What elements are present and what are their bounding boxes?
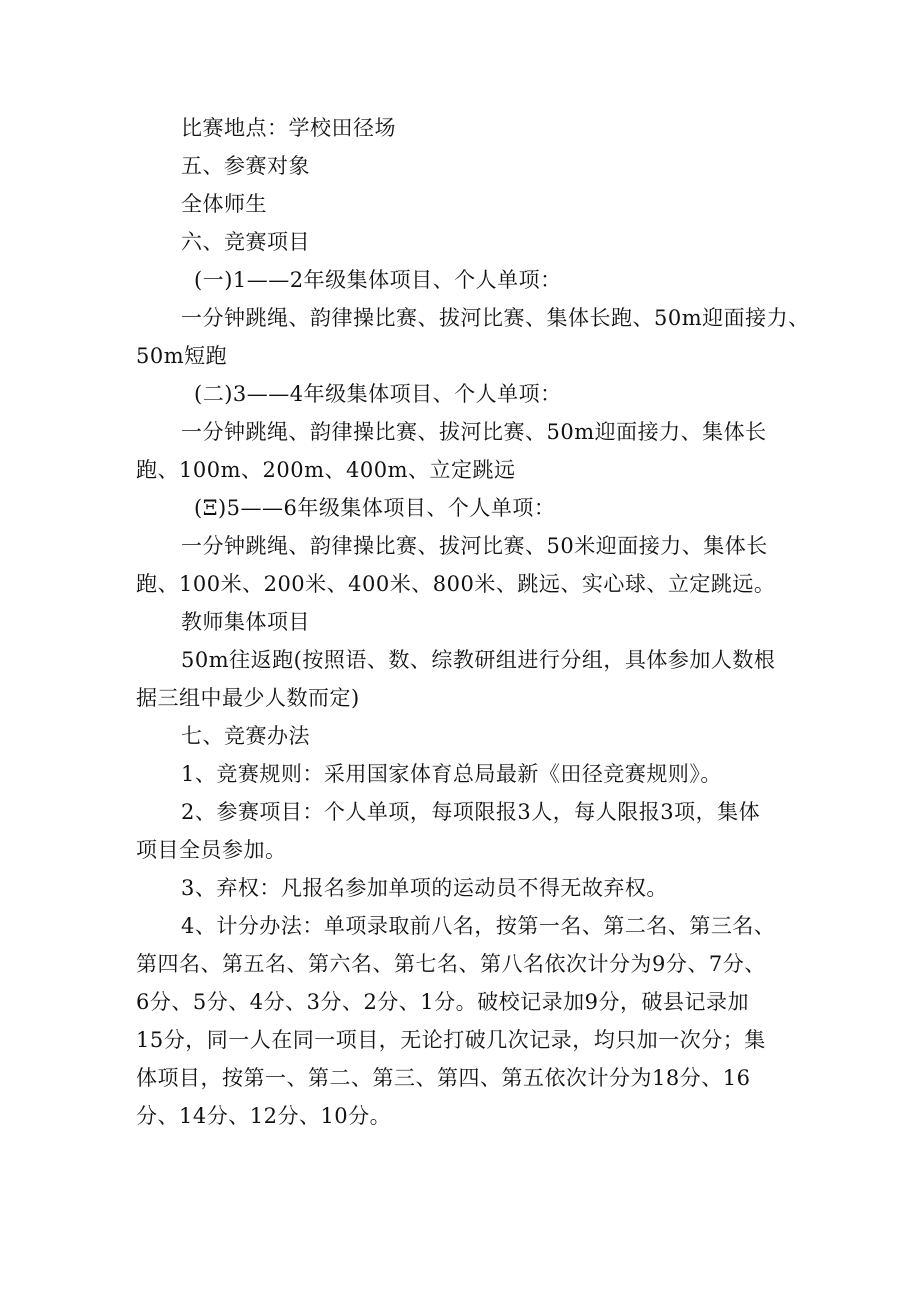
rule-3-line: 3、弃权：凡报名参加单项的运动员不得无故弃权。 (181, 876, 668, 900)
section-heading-events: 六、竞赛项目 (181, 230, 310, 254)
grade-5-6-events-line-2: 跑、100米、200米、400米、800米、跳远、实心球、立定跳远。 (136, 572, 776, 596)
section-heading-methods: 七、竞赛办法 (181, 724, 310, 748)
section-heading-participants: 五、参赛对象 (181, 154, 310, 178)
grade-1-2-events-line-2: 50m短跑 (136, 344, 228, 368)
venue-line: 比赛地点：学校田径场 (181, 116, 396, 140)
rule-2-line-2: 项目全员参加。 (136, 838, 287, 862)
rule-2-line-1: 2、参赛项目：个人单项，每项限报3人，每人限报3项，集体 (181, 800, 761, 824)
subheading-grade-5-6: (Ξ)5——6年级集体项目、个人单项： (194, 496, 556, 520)
teacher-events-line-2: 据三组中最少人数而定) (136, 686, 360, 710)
participants-line: 全体师生 (181, 192, 267, 216)
rule-4-line-6: 分、14分、12分、10分。 (136, 1104, 392, 1128)
grade-3-4-events-line-1: 一分钟跳绳、韵律操比赛、拔河比赛、50m迎面接力、集体长 (181, 420, 767, 444)
subheading-grade-3-4: (二)3——4年级集体项目、个人单项： (194, 382, 562, 406)
rule-4-line-1: 4、计分办法：单项录取前八名，按第一名、第二名、第三名、 (181, 914, 776, 938)
subheading-grade-1-2: (一)1——2年级集体项目、个人单项： (194, 268, 562, 292)
teacher-events-line-1: 50m往返跑(按照语、数、综教研组进行分组，具体参加人数根 (181, 648, 776, 672)
grade-3-4-events-line-2: 跑、100m、200m、400m、立定跳远 (136, 458, 516, 482)
rule-1-line: 1、竞赛规则：采用国家体育总局最新《田径竞赛规则》。 (181, 762, 722, 786)
rule-4-line-5: 体项目，按第一、第二、第三、第四、第五依次计分为18分、16 (136, 1066, 751, 1090)
grade-1-2-events-line-1: 一分钟跳绳、韵律操比赛、拔河比赛、集体长跑、50m迎面接力、 (181, 306, 810, 330)
grade-5-6-events-line-1: 一分钟跳绳、韵律操比赛、拔河比赛、50米迎面接力、集体长 (181, 534, 768, 558)
rule-4-line-4: 15分，同一人在同一项目，无论打破几次记录，均只加一次分；集 (136, 1028, 766, 1052)
rule-4-line-3: 6分、5分、4分、3分、2分、1分。破校记录加9分，破县记录加 (136, 990, 750, 1014)
rule-4-line-2: 第四名、第五名、第六名、第七名、第八名依次计分为9分、7分、 (136, 952, 766, 976)
teacher-events-heading: 教师集体项目 (181, 610, 310, 634)
